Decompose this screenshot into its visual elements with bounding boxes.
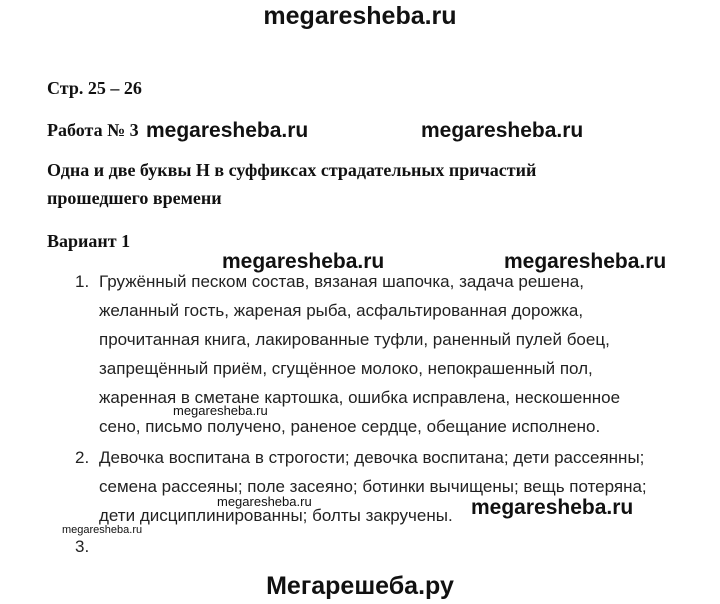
list-item-line: запрещённый приём, сгущённое молоко, непокрашенный пол, xyxy=(99,359,593,378)
watermark-inline: megaresheba.ru xyxy=(222,250,385,273)
variant-title: Вариант 1 xyxy=(47,231,131,251)
list-item-line: дети дисциплинированны; болты закручены. xyxy=(99,506,453,525)
work-title: Работа № 3 xyxy=(47,120,139,140)
watermark-inline: megaresheba.ru xyxy=(504,250,667,273)
watermark-inline: megaresheba.ru xyxy=(217,494,312,509)
list-item-line: Гружённый песком состав, вязаная шапочка, задача решена, xyxy=(99,272,584,291)
list-item-number: 3. xyxy=(75,537,90,556)
watermark-top: megaresheba.ru xyxy=(263,2,457,30)
watermark-inline: megaresheba.ru xyxy=(471,496,634,519)
list-item-line: прочитанная книга, лакированные туфли, раненный пулей боец, xyxy=(99,330,610,349)
list-item-line: Девочка воспитана в строгости; девочка воспитана; дети рассеянны; xyxy=(99,448,645,467)
watermark-inline: megaresheba.ru xyxy=(421,119,584,142)
watermark-inline: megaresheba.ru xyxy=(62,524,143,536)
watermark-bottom: Мегарешеба.ру xyxy=(266,572,454,600)
topic-line: Одна и две буквы Н в суффиксах страдательных причастий xyxy=(47,160,537,180)
list-item-number: 1. xyxy=(75,272,90,291)
watermark-inline: megaresheba.ru xyxy=(146,119,309,142)
watermark-inline: megaresheba.ru xyxy=(173,403,268,418)
list-item-line: семена рассеяны; поле засеяно; ботинки вычищены; вещь потеряна; xyxy=(99,477,647,496)
list-item-line: жаренная в сметане картошка, ошибка исправлена, нескошенное xyxy=(99,388,621,407)
page-reference: Стр. 25 – 26 xyxy=(47,78,142,98)
topic-line: прошедшего времени xyxy=(47,188,222,208)
list-item-number: 2. xyxy=(75,448,90,467)
list-item-line: желанный гость, жареная рыба, асфальтированная дорожка, xyxy=(99,301,584,320)
list-item-line: сено, письмо получено, раненое сердце, обещание исполнено. xyxy=(99,417,601,436)
